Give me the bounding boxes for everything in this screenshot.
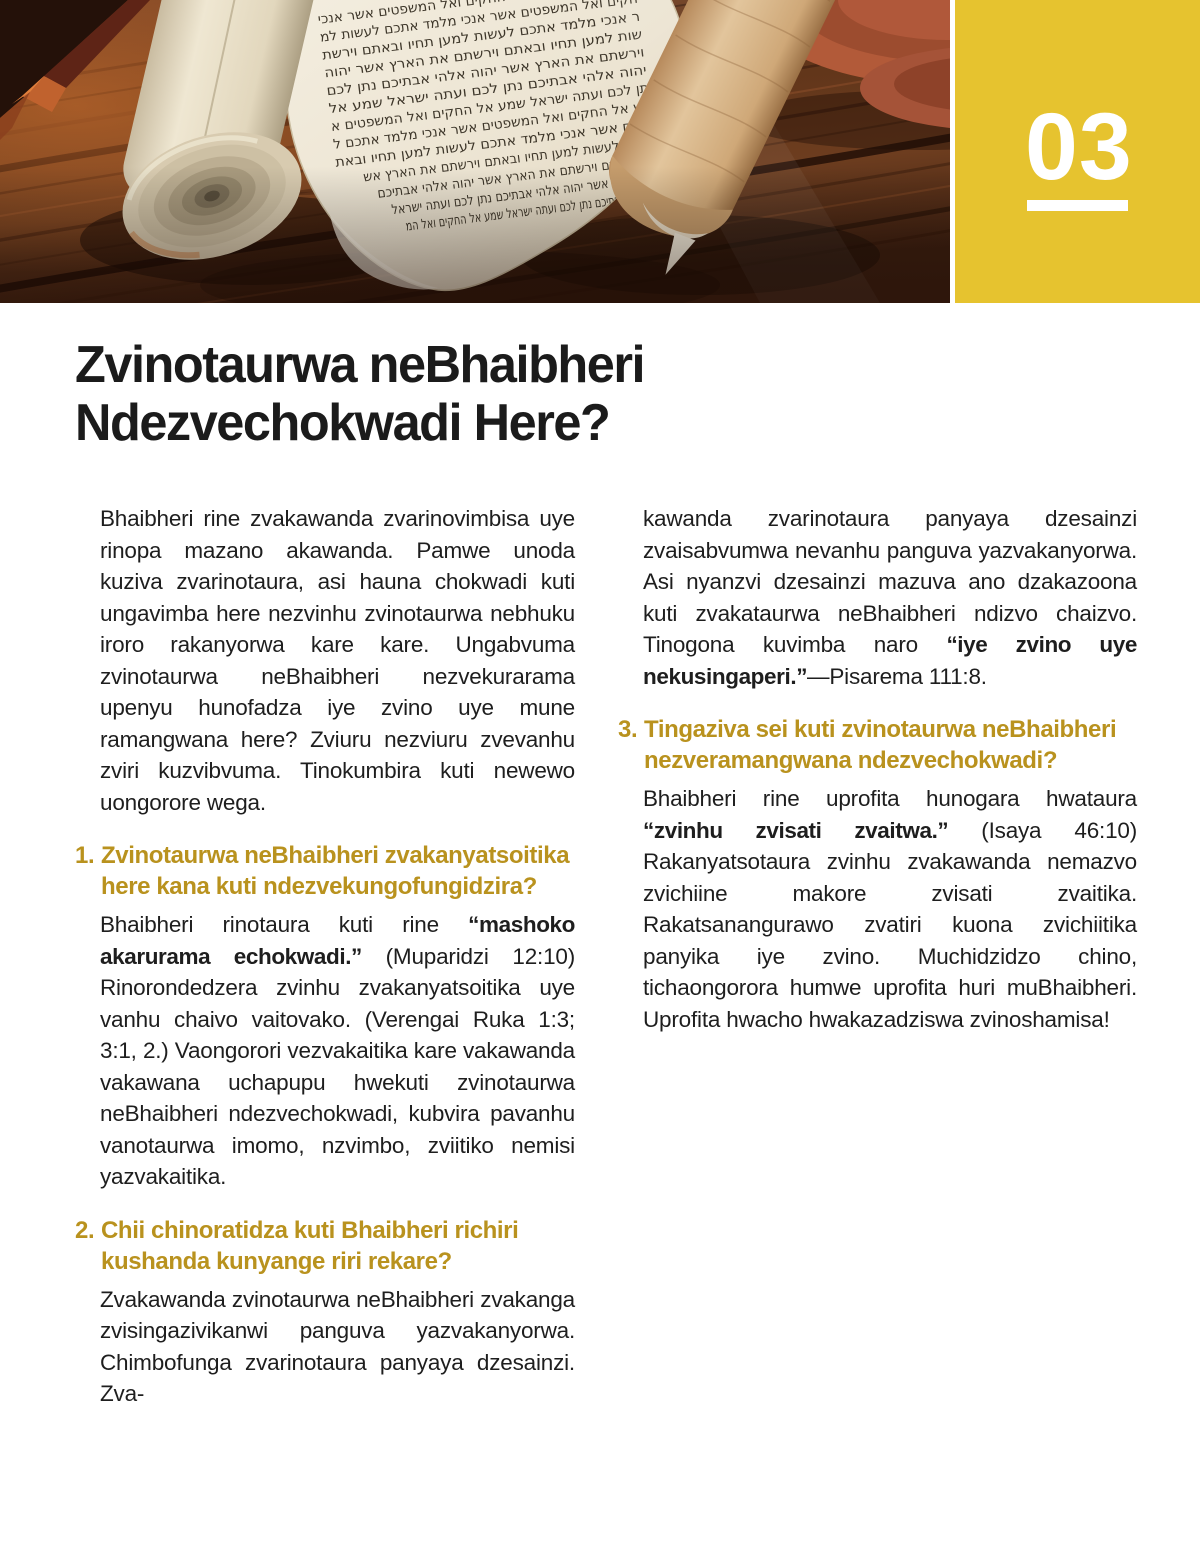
- question-number: 3.: [618, 716, 638, 743]
- page-title-line2: Ndezvechokwadi Here?: [75, 394, 610, 452]
- scrolls-photo: [0, 0, 950, 303]
- lesson-number: 03: [1025, 94, 1133, 200]
- body-text: kawanda zvarinotaura panyaya dzesainzi zvaisabvumwa nevanhu panguva yazvakanyorwa. Asi nyanzvi dzesainzi mazuva ano dzakazoona kuti zvakataurwa neBhaibheri ndizvo chaizvo. Tinogona kuvimba naro: [643, 506, 1137, 657]
- question-number: 2.: [75, 1216, 95, 1244]
- paragraph: [75, 503, 575, 818]
- page-title: [75, 336, 644, 452]
- body-text: (Muparidzi 12:10) Rinorondedzera zvinhu zvakanyatsoitika uye vanhu chaivo vaitovako. (Verengai Ruka 1:3; 3:1, 2.) Vaongorori vezvakaitika kare vakawanda vakawana uchapupu hwekuti zvinotaurwa neBhaibheri ndezvechokwadi, kubvira pavanhu vanotaurwa imomo, nzvimbo, zviitiko nemisi yazvakaitika.: [100, 943, 575, 1189]
- paragraph: [75, 909, 575, 1193]
- body-text: (Isaya 46:10) Rakanyatsotaura zvinhu zvakawanda nemazvo zvichiine makore zvisati zvaitika. Rakatsanangurawo zvatiri kuona zvichiitika panyika iye zvino. Muchidzidzo chino, tichaongorora humwe uprofita huri muBhaibheri. Uprofita hwacho hwakazadziswa zvinoshamisa!: [643, 817, 1137, 1032]
- scripture-quote: “iye zvino uye nekusingaperi.”: [643, 632, 1137, 689]
- column-left: [75, 503, 575, 1410]
- question-number: 1.: [75, 842, 95, 869]
- question-text: Tingaziva sei kuti zvinotaurwa neBhaibheri nezveramangwana ndezvechokwadi?: [644, 716, 1117, 774]
- page-title-line1: Zvinotaurwa neBhaibheri: [75, 336, 645, 394]
- paragraph: [75, 1284, 575, 1410]
- scripture-quote: “mashoko akarurama echokwadi.”: [100, 912, 575, 969]
- body-text: Bhaibheri rinotaura kuti rine: [100, 912, 469, 937]
- question-heading: [75, 1215, 575, 1277]
- lesson-badge: [955, 0, 1200, 303]
- body-text: Zvakawanda zvinotaurwa neBhaibheri zvakanga zvisingazivikanwi panguva yazvakanyorwa. Chimbofunga zvarinotaura panyaya dzesainzi. Zva-: [100, 1286, 575, 1406]
- question-text: Zvinotaurwa neBhaibheri zvakanyatsoitika here kana kuti ndezvekungofungidzira?: [101, 842, 570, 900]
- scripture-quote: “zvinhu zvisati zvaitwa.”: [643, 817, 949, 843]
- body-text: Bhaibheri rine uprofita hunogara hwataura: [643, 786, 1137, 811]
- body-text: —Pisarema 111:8.: [807, 663, 987, 689]
- scrolls-photo-illustration: [0, 0, 950, 303]
- body-text: Bhaibheri rine zvakawanda zvarinovimbisa uye rinopa mazano akawanda. Pamwe unoda kuziva zvarinotaura, asi hauna chokwadi kuti ungavimba here nezvinhu zvinotaurwa nebhuku iroro rakanyorwa kare kare. Ungabvuma zvinotaurwa neBhaibheri nezvekurarama upenyu hunofadza iye zvino uye mune ramangwana here? Zviuru nezviuru zvevanhu zviri kuzvibvuma. Tinokumbira kuti newewo uongorore wega.: [100, 506, 575, 815]
- paragraph: [618, 503, 1137, 692]
- lesson-underline: [1027, 200, 1128, 211]
- paragraph: [618, 783, 1137, 1035]
- question-heading: [618, 714, 1137, 776]
- question-text: Chii chinoratidza kuti Bhaibheri richiri kushanda kunyange riri rekare?: [101, 1216, 519, 1275]
- column-right: [618, 503, 1137, 1035]
- question-heading: [75, 840, 575, 902]
- hero-banner: [0, 0, 1200, 303]
